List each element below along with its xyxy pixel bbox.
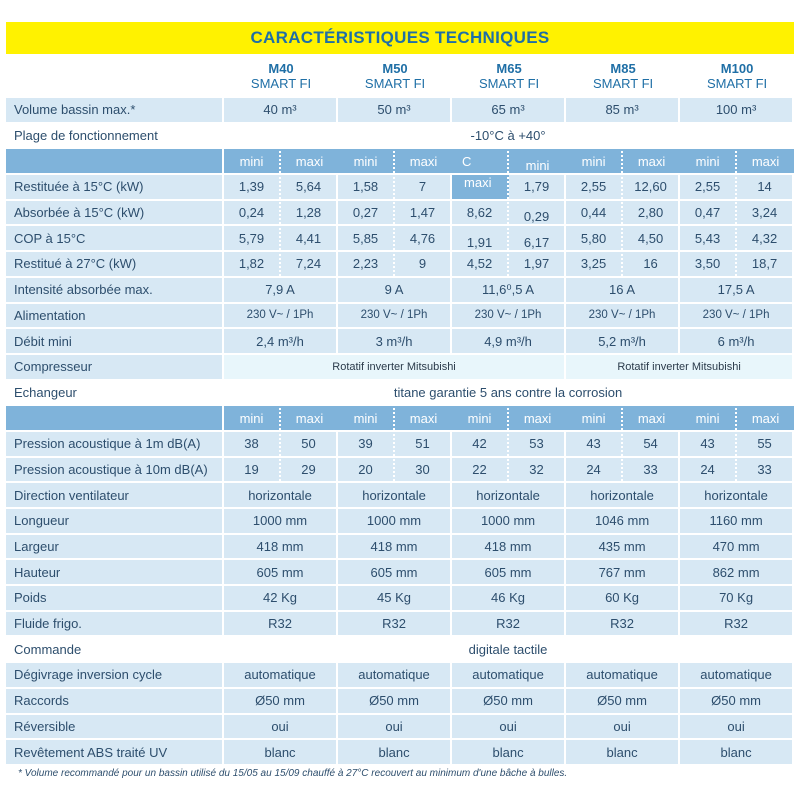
cell: digitale tactile (224, 635, 794, 661)
cell: 53 (509, 430, 566, 456)
cell: automatique (224, 661, 338, 687)
cell: 1,58 (338, 173, 395, 199)
cell: 51 (395, 430, 452, 456)
mini-label: mini (224, 147, 281, 173)
row-label: Poids (6, 584, 224, 610)
cell: 9 (395, 250, 452, 276)
cell: 230 V~ / 1Ph (452, 302, 566, 328)
cell: 39 (338, 430, 395, 456)
cell: 605 mm (338, 558, 452, 584)
mini-label: mini (680, 147, 737, 173)
row-commande (6, 635, 794, 661)
row-label: Largeur (6, 533, 224, 559)
cell: 5,80 (566, 224, 623, 250)
cell: 5,85 (338, 224, 395, 250)
cell: 19 (224, 456, 281, 482)
minmax-label-blank (6, 147, 224, 173)
cell: 9 A (338, 276, 452, 302)
row-revetement (6, 738, 794, 764)
cell: 767 mm (566, 558, 680, 584)
cell: 22 (452, 456, 509, 482)
cell: 418 mm (224, 533, 338, 559)
header-empty-cell (6, 56, 224, 96)
cell: 43 (680, 430, 737, 456)
cell: 24 (566, 456, 623, 482)
cell: 4,50 (623, 224, 680, 250)
cell: horizontale (680, 481, 794, 507)
cell: 4,41 (281, 224, 338, 250)
m65-left-label: C (452, 147, 509, 173)
maxi-label: maxi (395, 404, 452, 430)
cell: blanc (680, 738, 794, 764)
cell: oui (566, 713, 680, 739)
cell: 11,6⁰,5 A (452, 276, 566, 302)
minmax-row-2 (6, 404, 794, 430)
cell: 16 (623, 250, 680, 276)
row-label: Compresseur (6, 353, 224, 379)
row-label: Longueur (6, 507, 224, 533)
row-restitue-27 (6, 250, 794, 276)
cell: 7,24 (281, 250, 338, 276)
cell: blanc (452, 738, 566, 764)
cell: 8,62 (452, 199, 509, 225)
mini-label: mini (452, 404, 509, 430)
row-label: Echangeur (6, 379, 224, 405)
row-alimentation (6, 302, 794, 328)
minmax-row-1 (6, 147, 794, 173)
maxi-label: maxi (623, 404, 680, 430)
cell: blanc (566, 738, 680, 764)
cell: 54 (623, 430, 680, 456)
cell: 2,55 (680, 173, 737, 199)
cell: 4,9 m³/h (452, 327, 566, 353)
row-label: Alimentation (6, 302, 224, 328)
cell: 230 V~ / 1Ph (224, 302, 338, 328)
cell: Ø50 mm (338, 687, 452, 713)
cell: 38 (224, 430, 281, 456)
cell: 46 Kg (452, 584, 566, 610)
row-label: Absorbée à 15°C (kW) (6, 199, 224, 225)
model-header-row (6, 56, 794, 96)
row-cop-15 (6, 224, 794, 250)
spec-table (6, 56, 794, 764)
cell: 1000 mm (452, 507, 566, 533)
cell: 60 Kg (566, 584, 680, 610)
row-absorbee-15 (6, 199, 794, 225)
row-label: COP à 15°C (6, 224, 224, 250)
row-direction (6, 481, 794, 507)
row-fluide (6, 610, 794, 636)
cell: R32 (680, 610, 794, 636)
row-label: Hauteur (6, 558, 224, 584)
cell: horizontale (452, 481, 566, 507)
table-title: CARACTÉRISTIQUES TECHNIQUES (6, 22, 794, 54)
cell: 1,39 (224, 173, 281, 199)
cell: 2,23 (338, 250, 395, 276)
model-header-m50: M50 SMART FI (338, 56, 452, 96)
cell: 30 (395, 456, 452, 482)
row-compresseur (6, 353, 794, 379)
cell: 0,24 (224, 199, 281, 225)
row-pression-1m (6, 430, 794, 456)
cell: 3,24 (737, 199, 794, 225)
maxi-label: maxi (737, 404, 794, 430)
cell: 1046 mm (566, 507, 680, 533)
mini-label: mini (566, 404, 623, 430)
cell: 7,9 A (224, 276, 338, 302)
cell: horizontale (338, 481, 452, 507)
mini-label: mini (338, 404, 395, 430)
cell: 1,97 (509, 250, 566, 276)
cell: 29 (281, 456, 338, 482)
footnote: * Volume recommandé pour un bassin utilisé du 15/05 au 15/09 chauffé à 27°C recouvert au minimum d'une bâche à bulles. (18, 768, 568, 779)
cell: R32 (566, 610, 680, 636)
cell: 40 m³ (224, 96, 338, 122)
row-label: Direction ventilateur (6, 481, 224, 507)
cell: 70 Kg (680, 584, 794, 610)
cell: 2,80 (623, 199, 680, 225)
cell: 1,79 (509, 173, 566, 199)
cell: 1000 mm (224, 507, 338, 533)
cell: 605 mm (224, 558, 338, 584)
model-header-m65: M65 SMART FI (452, 56, 566, 96)
row-label: Raccords (6, 687, 224, 713)
cell: 5,79 (224, 224, 281, 250)
row-label: Pression acoustique à 1m dB(A) (6, 430, 224, 456)
cell: 50 m³ (338, 96, 452, 122)
cell: 4,76 (395, 224, 452, 250)
cell: titane garantie 5 ans contre la corrosion (224, 379, 794, 405)
maxi-label: maxi (281, 404, 338, 430)
model-header-m85: M85 SMART FI (566, 56, 680, 96)
cell: 6,17 (509, 224, 566, 250)
cell: 230 V~ / 1Ph (680, 302, 794, 328)
cell: 55 (737, 430, 794, 456)
cell: 16 A (566, 276, 680, 302)
cell: automatique (452, 661, 566, 687)
row-label: Pression acoustique à 10m dB(A) (6, 456, 224, 482)
cell: Rotatif inverter Mitsubishi (224, 353, 566, 379)
cell: oui (680, 713, 794, 739)
cell: -10°C à +40° (224, 122, 794, 148)
row-label: Revêtement ABS traité UV (6, 738, 224, 764)
row-label: Réversible (6, 713, 224, 739)
cell: 3 m³/h (338, 327, 452, 353)
cell: 5,43 (680, 224, 737, 250)
cell: 17,5 A (680, 276, 794, 302)
cell: oui (338, 713, 452, 739)
cell: horizontale (566, 481, 680, 507)
cell: automatique (566, 661, 680, 687)
row-hauteur (6, 558, 794, 584)
row-degivrage (6, 661, 794, 687)
row-label: Intensité absorbée max. (6, 276, 224, 302)
cell: 33 (623, 456, 680, 482)
cell: 418 mm (452, 533, 566, 559)
model-header-m40: M40 SMART FI (224, 56, 338, 96)
cell: 418 mm (338, 533, 452, 559)
row-poids (6, 584, 794, 610)
cell: 24 (680, 456, 737, 482)
cell: 2,4 m³/h (224, 327, 338, 353)
row-label: Fluide frigo. (6, 610, 224, 636)
cell: 12,60 (623, 173, 680, 199)
cell: 7 (395, 173, 452, 199)
cell: oui (452, 713, 566, 739)
cell: 85 m³ (566, 96, 680, 122)
cell: 1160 mm (680, 507, 794, 533)
mini-label: mini (224, 404, 281, 430)
row-largeur (6, 533, 794, 559)
row-label: Dégivrage inversion cycle (6, 661, 224, 687)
model-header-m100: M100 SMART FI (680, 56, 794, 96)
maxi-label: maxi (281, 147, 338, 173)
cell: 605 mm (452, 558, 566, 584)
cell: 5,64 (281, 173, 338, 199)
maxi-label: maxi (509, 404, 566, 430)
minmax-label-blank (6, 404, 224, 430)
row-label: Commande (6, 635, 224, 661)
cell: maxi (452, 173, 509, 199)
cell: 0,27 (338, 199, 395, 225)
cell: 4,32 (737, 224, 794, 250)
row-pression-10m (6, 456, 794, 482)
cell: 43 (566, 430, 623, 456)
mini-label: mini (566, 147, 623, 173)
row-debit (6, 327, 794, 353)
cell: Ø50 mm (566, 687, 680, 713)
row-label: Débit mini (6, 327, 224, 353)
cell: 20 (338, 456, 395, 482)
row-volume (6, 96, 794, 122)
cell: 4,52 (452, 250, 509, 276)
cell: 32 (509, 456, 566, 482)
cell: 1,28 (281, 199, 338, 225)
mini-label: mini (680, 404, 737, 430)
cell: R32 (338, 610, 452, 636)
cell: R32 (224, 610, 338, 636)
cell: 435 mm (566, 533, 680, 559)
row-label: Restituée à 15°C (kW) (6, 173, 224, 199)
row-reversible (6, 713, 794, 739)
maxi-label: maxi (623, 147, 680, 173)
cell: automatique (680, 661, 794, 687)
row-label: Restitué à 27°C (kW) (6, 250, 224, 276)
maxi-label: maxi (395, 147, 452, 173)
cell: oui (224, 713, 338, 739)
row-intensite (6, 276, 794, 302)
m65-right-label: mini (509, 147, 566, 173)
cell: 45 Kg (338, 584, 452, 610)
cell: 1,91 (452, 224, 509, 250)
cell: 862 mm (680, 558, 794, 584)
row-raccords (6, 687, 794, 713)
cell: 3,50 (680, 250, 737, 276)
row-label: Volume bassin max.* (6, 96, 224, 122)
cell: Rotatif inverter Mitsubishi (566, 353, 794, 379)
cell: 0,44 (566, 199, 623, 225)
cell: blanc (224, 738, 338, 764)
cell: 6 m³/h (680, 327, 794, 353)
cell: 33 (737, 456, 794, 482)
cell: 0,29 (509, 199, 566, 225)
cell: Ø50 mm (224, 687, 338, 713)
cell: blanc (338, 738, 452, 764)
cell: Ø50 mm (452, 687, 566, 713)
row-longueur (6, 507, 794, 533)
cell: 1000 mm (338, 507, 452, 533)
cell: Ø50 mm (680, 687, 794, 713)
cell: 18,7 (737, 250, 794, 276)
maxi-label: maxi (737, 147, 794, 173)
cell: 50 (281, 430, 338, 456)
cell: 14 (737, 173, 794, 199)
row-echangeur (6, 379, 794, 405)
cell: 42 (452, 430, 509, 456)
cell: 1,82 (224, 250, 281, 276)
row-restituee-15 (6, 173, 794, 199)
cell: 5,2 m³/h (566, 327, 680, 353)
cell: 0,47 (680, 199, 737, 225)
cell: 65 m³ (452, 96, 566, 122)
cell: 470 mm (680, 533, 794, 559)
cell: 3,25 (566, 250, 623, 276)
cell: 42 Kg (224, 584, 338, 610)
cell: 2,55 (566, 173, 623, 199)
cell: 230 V~ / 1Ph (566, 302, 680, 328)
cell: horizontale (224, 481, 338, 507)
cell: 230 V~ / 1Ph (338, 302, 452, 328)
cell: 100 m³ (680, 96, 794, 122)
cell: automatique (338, 661, 452, 687)
row-plage (6, 122, 794, 148)
cell: 1,47 (395, 199, 452, 225)
cell: R32 (452, 610, 566, 636)
row-label: Plage de fonctionnement (6, 122, 224, 148)
mini-label: mini (338, 147, 395, 173)
